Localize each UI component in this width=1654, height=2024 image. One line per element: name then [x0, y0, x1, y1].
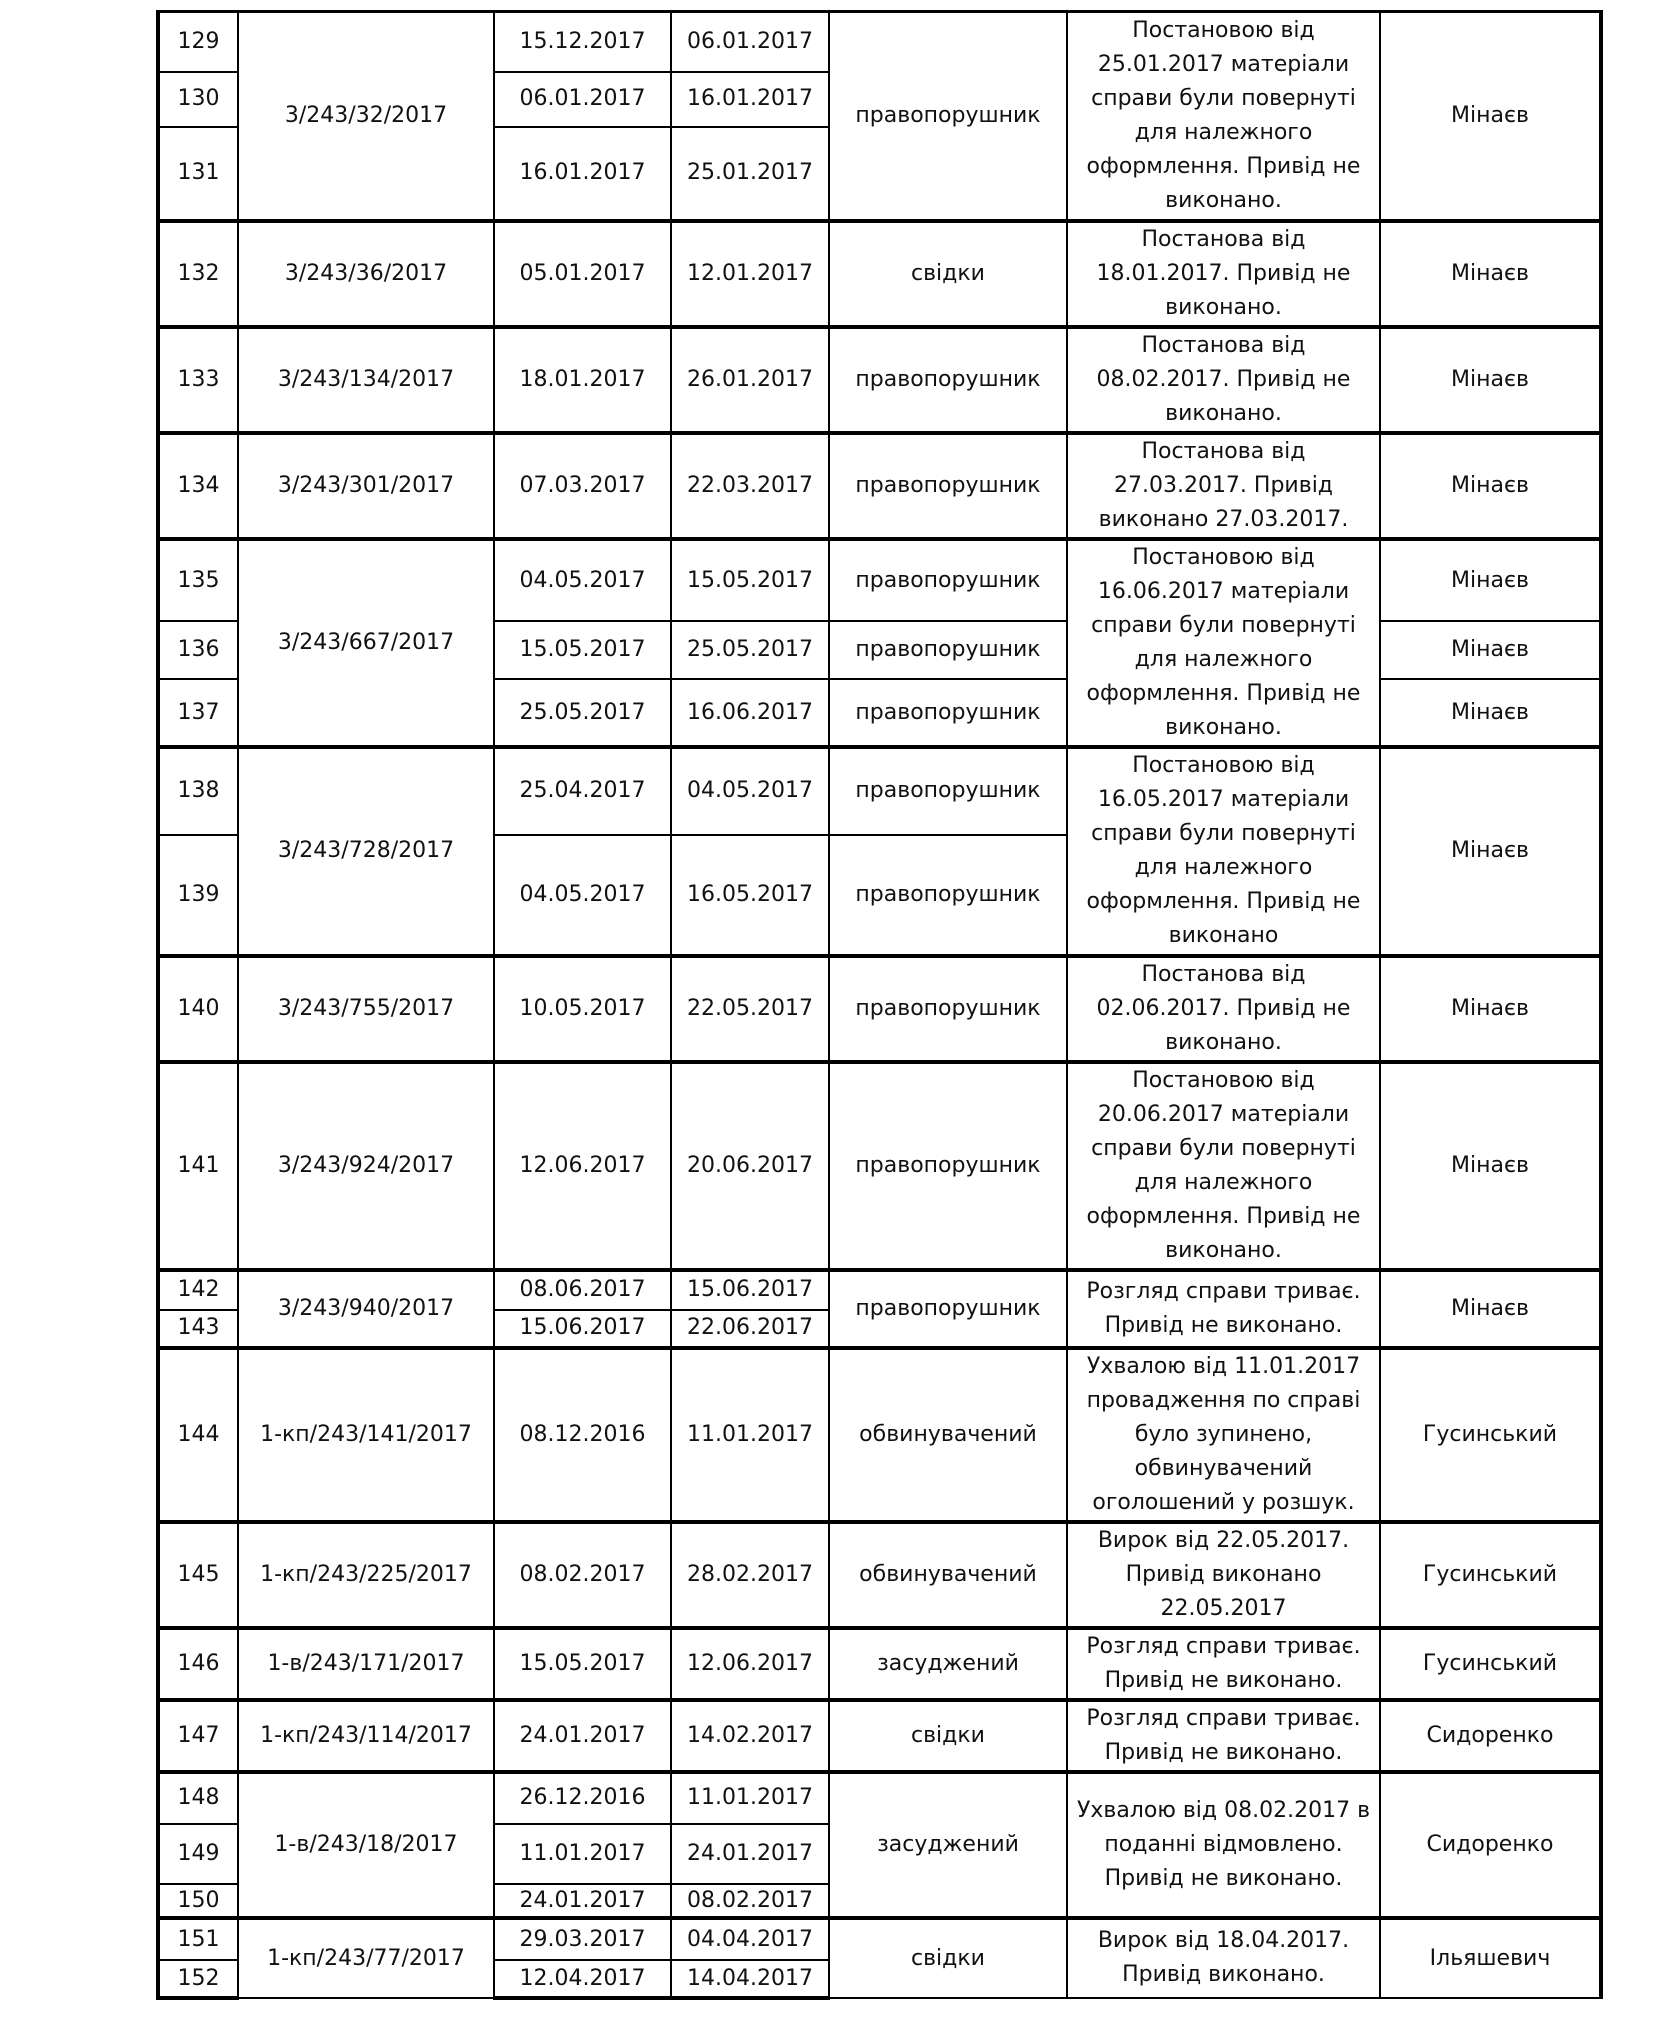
- date-to-cell: 22.06.2017: [671, 1310, 829, 1348]
- date-from-cell: 29.03.2017: [494, 1918, 671, 1960]
- party-cell: правопорушник: [829, 956, 1067, 1062]
- table-row: [158, 221, 1601, 327]
- date-to-cell: 08.02.2017: [671, 1884, 829, 1918]
- court-records-table: [156, 10, 1603, 2000]
- date-to-cell: 04.05.2017: [671, 747, 829, 835]
- result-note-cell: Постановою від 20.06.2017 матеріали справи були повернуті для належного оформлення. Привід не виконано.: [1067, 1062, 1380, 1270]
- row-number-cell: 141: [158, 1062, 238, 1270]
- result-note-cell: Розгляд справи триває. Привід не виконано.: [1067, 1628, 1380, 1700]
- result-note-cell: Вирок від 22.05.2017. Привід виконано 22.05.2017: [1067, 1522, 1380, 1628]
- case-number-cell: 3/243/728/2017: [238, 747, 494, 956]
- row-number-cell: 133: [158, 327, 238, 433]
- date-from-cell: 25.05.2017: [494, 679, 671, 746]
- judge-cell: Гусинський: [1380, 1522, 1601, 1628]
- case-number-cell: 3/243/940/2017: [238, 1270, 494, 1348]
- judge-cell: Гусинський: [1380, 1348, 1601, 1522]
- case-number-cell: 1-кп/243/141/2017: [238, 1348, 494, 1522]
- result-note-cell: Ухвалою від 11.01.2017 провадження по справі було зупинено, обвинувачений оголошений у розшук.: [1067, 1348, 1380, 1522]
- row-number-cell: 144: [158, 1348, 238, 1522]
- date-from-cell: 08.02.2017: [494, 1522, 671, 1628]
- row-number-cell: 152: [158, 1960, 238, 1998]
- party-cell: правопорушник: [829, 747, 1067, 835]
- table-row: [158, 433, 1601, 539]
- case-number-cell: 3/243/32/2017: [238, 12, 494, 221]
- result-note-cell: Вирок від 18.04.2017. Привід виконано.: [1067, 1918, 1380, 1998]
- table-row: [158, 956, 1601, 1062]
- date-to-cell: 28.02.2017: [671, 1522, 829, 1628]
- party-cell: правопорушник: [829, 679, 1067, 746]
- table-row: [158, 1522, 1601, 1628]
- party-cell: правопорушник: [829, 539, 1067, 621]
- date-from-cell: 11.01.2017: [494, 1824, 671, 1884]
- case-number-cell: 3/243/134/2017: [238, 327, 494, 433]
- date-to-cell: 20.06.2017: [671, 1062, 829, 1270]
- date-to-cell: 16.05.2017: [671, 835, 829, 956]
- date-from-cell: 24.01.2017: [494, 1700, 671, 1772]
- case-number-cell: 1-в/243/18/2017: [238, 1772, 494, 1918]
- party-cell: засуджений: [829, 1628, 1067, 1700]
- row-number-cell: 145: [158, 1522, 238, 1628]
- result-note-cell: Постановою від 25.01.2017 матеріали справи були повернуті для належного оформлення. Привід не виконано.: [1067, 12, 1380, 221]
- judge-cell: Мінаєв: [1380, 679, 1601, 746]
- table-row: [158, 539, 1601, 621]
- table-body: [158, 12, 1601, 1998]
- date-to-cell: 25.05.2017: [671, 621, 829, 679]
- judge-cell: Мінаєв: [1380, 1270, 1601, 1348]
- row-number-cell: 139: [158, 835, 238, 956]
- judge-cell: Мінаєв: [1380, 12, 1601, 221]
- party-cell: правопорушник: [829, 621, 1067, 679]
- judge-cell: Мінаєв: [1380, 747, 1601, 956]
- result-note-cell: Постанова від 18.01.2017. Привід не виконано.: [1067, 221, 1380, 327]
- date-from-cell: 07.03.2017: [494, 433, 671, 539]
- result-note-cell: Ухвалою від 08.02.2017 в поданні відмовлено. Привід не виконано.: [1067, 1772, 1380, 1918]
- date-to-cell: 25.01.2017: [671, 127, 829, 221]
- date-from-cell: 12.04.2017: [494, 1960, 671, 1998]
- date-from-cell: 15.05.2017: [494, 621, 671, 679]
- date-to-cell: 12.01.2017: [671, 221, 829, 327]
- case-number-cell: 3/243/301/2017: [238, 433, 494, 539]
- row-number-cell: 150: [158, 1884, 238, 1918]
- party-cell: правопорушник: [829, 1062, 1067, 1270]
- date-to-cell: 04.04.2017: [671, 1918, 829, 1960]
- date-from-cell: 08.12.2016: [494, 1348, 671, 1522]
- date-to-cell: 11.01.2017: [671, 1348, 829, 1522]
- case-number-cell: 3/243/36/2017: [238, 221, 494, 327]
- table-row: [158, 1918, 1601, 1960]
- judge-cell: Сидоренко: [1380, 1700, 1601, 1772]
- judge-cell: Мінаєв: [1380, 539, 1601, 621]
- case-number-cell: 1-в/243/171/2017: [238, 1628, 494, 1700]
- row-number-cell: 137: [158, 679, 238, 746]
- date-to-cell: 16.06.2017: [671, 679, 829, 746]
- date-to-cell: 12.06.2017: [671, 1628, 829, 1700]
- case-number-cell: 3/243/755/2017: [238, 956, 494, 1062]
- date-from-cell: 04.05.2017: [494, 835, 671, 956]
- row-number-cell: 132: [158, 221, 238, 327]
- row-number-cell: 151: [158, 1918, 238, 1960]
- party-cell: правопорушник: [829, 327, 1067, 433]
- table-row: [158, 747, 1601, 835]
- date-to-cell: 11.01.2017: [671, 1772, 829, 1824]
- date-from-cell: 25.04.2017: [494, 747, 671, 835]
- judge-cell: Сидоренко: [1380, 1772, 1601, 1918]
- judge-cell: Мінаєв: [1380, 621, 1601, 679]
- row-number-cell: 149: [158, 1824, 238, 1884]
- date-to-cell: 22.03.2017: [671, 433, 829, 539]
- judge-cell: Мінаєв: [1380, 1062, 1601, 1270]
- case-number-cell: 3/243/924/2017: [238, 1062, 494, 1270]
- party-cell: обвинувачений: [829, 1522, 1067, 1628]
- result-note-cell: Розгляд справи триває. Привід не виконано.: [1067, 1270, 1380, 1348]
- date-from-cell: 12.06.2017: [494, 1062, 671, 1270]
- row-number-cell: 130: [158, 72, 238, 127]
- party-cell: засуджений: [829, 1772, 1067, 1918]
- party-cell: обвинувачений: [829, 1348, 1067, 1522]
- row-number-cell: 143: [158, 1310, 238, 1348]
- row-number-cell: 131: [158, 127, 238, 221]
- date-from-cell: 16.01.2017: [494, 127, 671, 221]
- row-number-cell: 136: [158, 621, 238, 679]
- row-number-cell: 147: [158, 1700, 238, 1772]
- row-number-cell: 140: [158, 956, 238, 1062]
- party-cell: свідки: [829, 1700, 1067, 1772]
- party-cell: правопорушник: [829, 1270, 1067, 1348]
- row-number-cell: 135: [158, 539, 238, 621]
- date-from-cell: 05.01.2017: [494, 221, 671, 327]
- party-cell: свідки: [829, 221, 1067, 327]
- row-number-cell: 129: [158, 12, 238, 72]
- table-row: [158, 1628, 1601, 1700]
- judge-cell: Мінаєв: [1380, 327, 1601, 433]
- date-to-cell: 14.02.2017: [671, 1700, 829, 1772]
- row-number-cell: 146: [158, 1628, 238, 1700]
- row-number-cell: 138: [158, 747, 238, 835]
- judge-cell: Мінаєв: [1380, 221, 1601, 327]
- date-to-cell: 06.01.2017: [671, 12, 829, 72]
- date-from-cell: 08.06.2017: [494, 1270, 671, 1310]
- table-row: [158, 1700, 1601, 1772]
- result-note-cell: Постановою від 16.05.2017 матеріали справи були повернуті для належного оформлення. Привід не виконано: [1067, 747, 1380, 956]
- party-cell: правопорушник: [829, 12, 1067, 221]
- date-to-cell: 22.05.2017: [671, 956, 829, 1062]
- date-from-cell: 26.12.2016: [494, 1772, 671, 1824]
- date-to-cell: 14.04.2017: [671, 1960, 829, 1998]
- party-cell: правопорушник: [829, 835, 1067, 956]
- date-from-cell: 06.01.2017: [494, 72, 671, 127]
- result-note-cell: Постанова від 02.06.2017. Привід не виконано.: [1067, 956, 1380, 1062]
- date-to-cell: 24.01.2017: [671, 1824, 829, 1884]
- case-number-cell: 3/243/667/2017: [238, 539, 494, 747]
- table-row: [158, 327, 1601, 433]
- table-row: [158, 1772, 1601, 1824]
- case-number-cell: 1-кп/243/225/2017: [238, 1522, 494, 1628]
- judge-cell: Гусинський: [1380, 1628, 1601, 1700]
- party-cell: свідки: [829, 1918, 1067, 1998]
- date-from-cell: 10.05.2017: [494, 956, 671, 1062]
- row-number-cell: 134: [158, 433, 238, 539]
- judge-cell: Мінаєв: [1380, 956, 1601, 1062]
- result-note-cell: Постанова від 08.02.2017. Привід не виконано.: [1067, 327, 1380, 433]
- judge-cell: Ільяшевич: [1380, 1918, 1601, 1998]
- row-number-cell: 148: [158, 1772, 238, 1824]
- case-number-cell: 1-кп/243/114/2017: [238, 1700, 494, 1772]
- date-from-cell: 15.06.2017: [494, 1310, 671, 1348]
- table-row: [158, 1348, 1601, 1522]
- date-from-cell: 24.01.2017: [494, 1884, 671, 1918]
- party-cell: правопорушник: [829, 433, 1067, 539]
- date-from-cell: 15.05.2017: [494, 1628, 671, 1700]
- judge-cell: Мінаєв: [1380, 433, 1601, 539]
- table-row: [158, 1062, 1601, 1270]
- date-from-cell: 04.05.2017: [494, 539, 671, 621]
- date-from-cell: 18.01.2017: [494, 327, 671, 433]
- date-to-cell: 15.05.2017: [671, 539, 829, 621]
- date-to-cell: 16.01.2017: [671, 72, 829, 127]
- table-row: [158, 1270, 1601, 1310]
- case-number-cell: 1-кп/243/77/2017: [238, 1918, 494, 1998]
- table-row: [158, 12, 1601, 72]
- result-note-cell: Розгляд справи триває. Привід не виконано.: [1067, 1700, 1380, 1772]
- date-to-cell: 15.06.2017: [671, 1270, 829, 1310]
- date-to-cell: 26.01.2017: [671, 327, 829, 433]
- row-number-cell: 142: [158, 1270, 238, 1310]
- date-from-cell: 15.12.2017: [494, 12, 671, 72]
- result-note-cell: Постанова від 27.03.2017. Привід виконано 27.03.2017.: [1067, 433, 1380, 539]
- result-note-cell: Постановою від 16.06.2017 матеріали справи були повернуті для належного оформлення. Привід не виконано.: [1067, 539, 1380, 747]
